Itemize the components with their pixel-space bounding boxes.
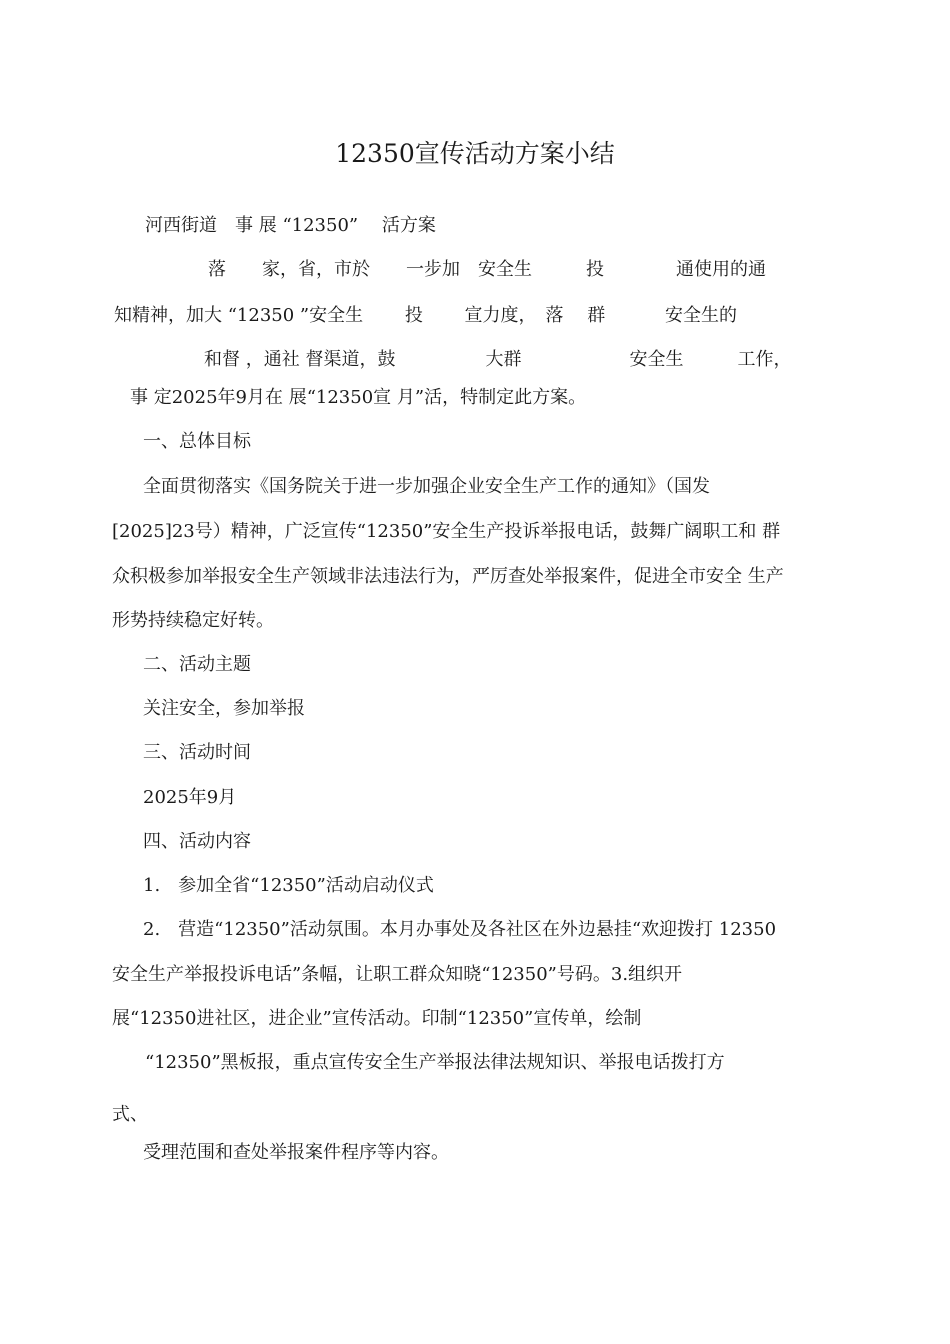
section-1-line-1: 全面贯彻落实《国务院关于进一步加强企业安全生产工作的通知》（国发 — [143, 476, 710, 497]
list-item-3-line-1: “12350”黑板报，重点宣传安全生产举报法律法规知识、举报电话拨打方 — [145, 1052, 725, 1073]
list-item-3-line-3: 受理范围和查处举报案件程序等内容。 — [143, 1142, 449, 1163]
section-1-heading: 一、总体目标 — [143, 431, 251, 452]
section-1-line-2: [2025]23号）精神，广泛宣传“12350”安全生产投诉举报电话，鼓舞广阔职工和 群 — [112, 521, 781, 542]
section-2-text: 关注安全，参加举报 — [143, 698, 305, 719]
list-item-2-line-2: 安全生产举报投诉电话”条幅，让职工群众知晓“12350”号码。3.组织开 — [112, 964, 683, 985]
intro-line-5: 事 定2025年9月在 展“12350宣 月”活，特制定此方案。 — [130, 387, 587, 408]
section-4-heading: 四、活动内容 — [143, 831, 251, 852]
intro-line-3: 知精神，加大 “12350 ”安全生 投 宣力度， 落 群 安全生的 — [114, 305, 737, 326]
list-item-2-line-1: 2. 营造“12350”活动氛围。本月办事处及各社区在外边悬挂“欢迎拨打 12350 — [143, 919, 777, 940]
list-item-2-line-3: 展“12350进社区，进企业”宣传活动。印制“12350”宣传单，绘制 — [112, 1008, 642, 1029]
section-2-heading: 二、活动主题 — [143, 654, 251, 675]
intro-line-2: 落 家，省，市於 一步加 安全生 投 通使用的通 — [208, 259, 766, 280]
document-title: 12350宣传活动方案小结 — [335, 139, 615, 168]
section-1-line-4: 形势持续稳定好转。 — [112, 610, 274, 631]
section-3-heading: 三、活动时间 — [143, 742, 251, 763]
section-1-line-3: 众积极参加举报安全生产领域非法违法行为，严厉查处举报案件，促进全市安全 生产 — [112, 566, 784, 587]
list-item-1: 1. 参加全省“12350”活动启动仪式 — [143, 875, 434, 896]
list-item-3-line-2: 式、 — [112, 1104, 148, 1125]
intro-line-1: 河西街道 事 展 “12350” 活方案 — [145, 215, 436, 236]
intro-line-4: 和督 ，通社 督渠道，鼓 大群 安全生 工作， — [204, 349, 792, 370]
section-3-text: 2025年9月 — [143, 787, 237, 808]
